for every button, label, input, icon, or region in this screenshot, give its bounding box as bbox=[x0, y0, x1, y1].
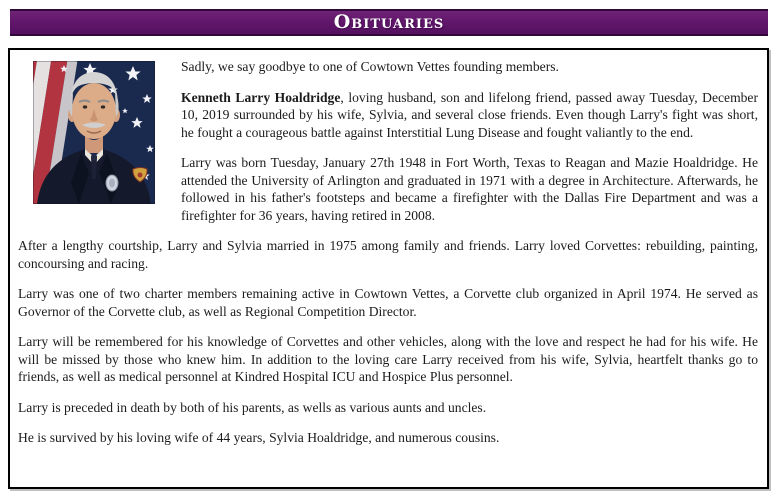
obituary-paragraph-marriage bbox=[18, 237, 758, 272]
paragraph-text: Sadly, we say goodbye to one of Cowtown Vettes founding members. bbox=[181, 59, 559, 74]
paragraph-text: Larry was born Tuesday, January 27th 1948 in Fort Worth, Texas to Reagan and Mazie Hoaldridge. He attended the University of Arlington and graduated in 1971 with a degree in Architecture. Afterwards, he followed in his father's footsteps and became a firefighter with the Dallas Fire Department and was a firefighter for 36 years, having retired in 2008. bbox=[181, 155, 758, 223]
deceased-name: Kenneth Larry Hoaldridge bbox=[181, 89, 341, 105]
portrait-photo bbox=[33, 61, 155, 204]
paragraph-text: , loving husband, son and lifelong friend, passed away Tuesday, December 10, 2019 surrounded by his wife, Sylvia, and several close friends. Even though Larry's fight was short, he fought a courageous battle against Interstitial Lung Disease and fought valiantly to the end. bbox=[181, 89, 758, 140]
paragraph-text: Larry is preceded in death by both of his parents, as wells as various aunts and uncles. bbox=[18, 399, 487, 415]
page-title: Obituaries bbox=[333, 11, 445, 33]
obituary-paragraph-club bbox=[18, 285, 758, 320]
obituary-paragraph-survived bbox=[18, 429, 758, 447]
paragraph-text: He is survived by his loving wife of 44 years, Sylvia Hoaldridge, and numerous cousins. bbox=[18, 430, 500, 445]
paragraph-text: Larry will be remembered for his knowledge of Corvettes and other vehicles, along with the love and respect he had for his wife. He will be missed by those who knew him. In addition to the loving care Larry received from his wife, Sylvia, heartfelt thanks go to friends, as well as medical personnel at Kindred Hospital ICU and Hospice Plus personnel. bbox=[18, 334, 758, 384]
obituary-article bbox=[8, 48, 769, 489]
obituary-paragraph-preceded bbox=[18, 399, 758, 417]
obituaries-banner bbox=[10, 9, 768, 36]
obituary-paragraph-remembrance bbox=[18, 333, 758, 386]
paragraph-text: Larry was one of two charter members remaining active in Cowtown Vettes, a Corvette club organized in April 1974. He served as Governor of the Corvette club, as well as Regional Competition Director. bbox=[18, 286, 758, 319]
paragraph-text: After a lengthy courtship, Larry and Sylvia married in 1975 among family and friends. Larry loved Corvettes: rebuilding, painting, concoursing and racing. bbox=[18, 238, 758, 271]
